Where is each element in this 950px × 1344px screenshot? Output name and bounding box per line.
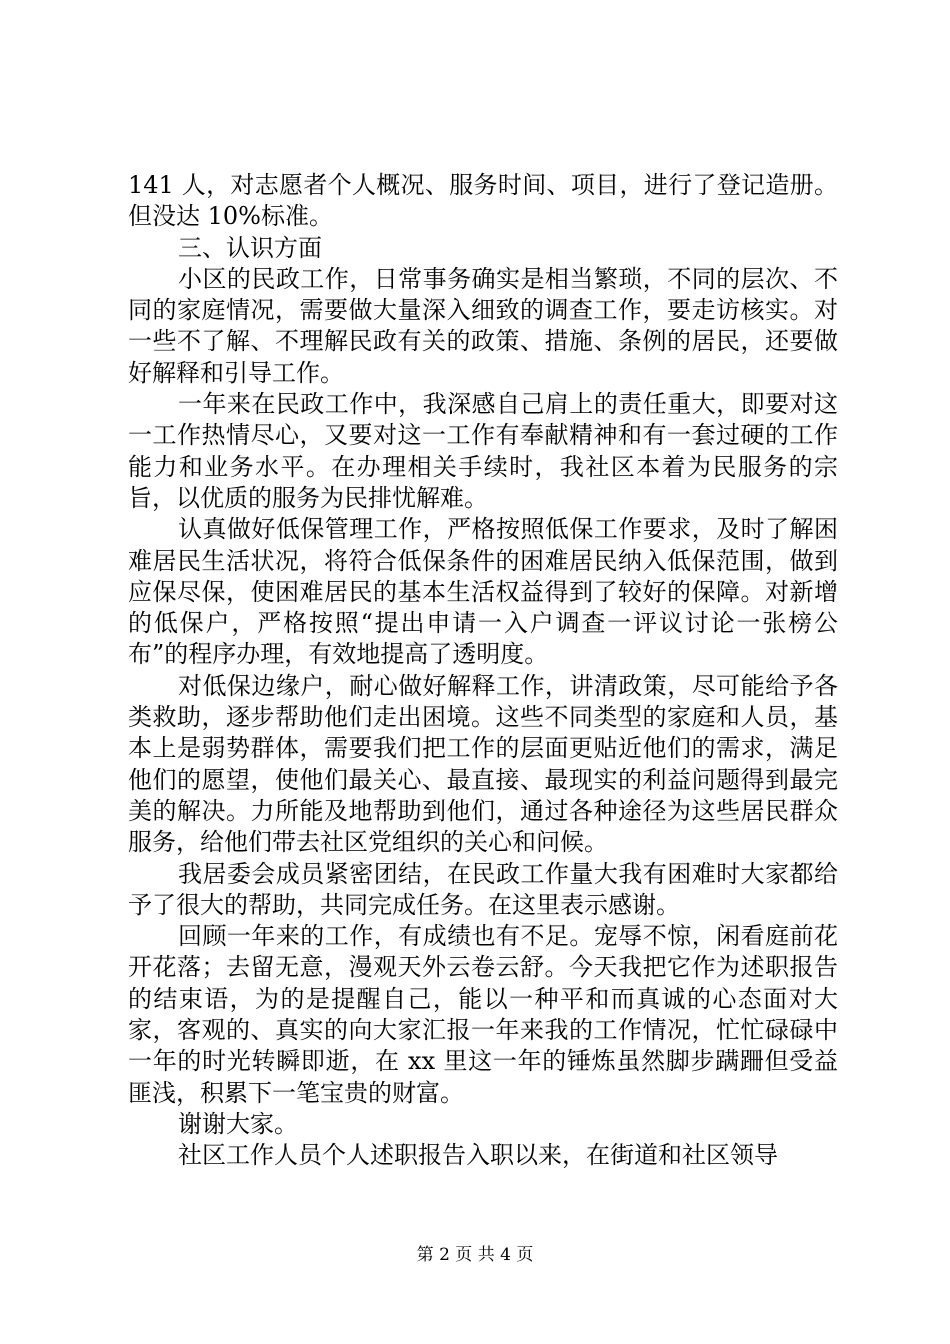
document-body xyxy=(128,170,838,1172)
paragraph: 谢谢大家。 xyxy=(178,1109,298,1138)
section-heading: 三、认识方面 xyxy=(178,233,322,262)
paragraph: 社区工作人员个人述职报告入职以来，在街道和社区领导 xyxy=(178,1141,778,1170)
page-number-footer: 第 2 页 共 4 页 xyxy=(416,1245,534,1265)
paragraph-continuation: 141 人，对志愿者个人概况、服务时间、项目，进行了登记造册。但没达 10%标准。 xyxy=(128,171,838,231)
paragraph: 回顾一年来的工作，有成绩也有不足。宠辱不惊，闲看庭前花开花落；去留无意，漫观天外云卷云舒。今天我把它作为述职报告的结束语，为的是提醒自己，能以一种平和而真诚的心态面对大家，客观的、真实的向大家汇报一年来我的工作情况，忙忙碌碌中一年的时光转瞬即逝，在 xx 里这一年的锤炼虽然脚步蹒跚但受益匪浅，积累下一笔宝贵的财富。 xyxy=(128,922,838,1107)
paragraph: 对低保边缘户，耐心做好解释工作，讲清政策，尽可能给予各类救助，逐步帮助他们走出困境。这些不同类型的家庭和人员，基本上是弱势群体，需要我们把工作的层面更贴近他们的需求，满足他们的愿望，使他们最关心、最直接、最现实的利益问题得到最完美的解决。力所能及地帮助到他们，通过各种途径为这些居民群众服务，给他们带去社区党组织的关心和问候。 xyxy=(128,671,838,857)
paragraph: 我居委会成员紧密团结，在民政工作量大我有困难时大家都给予了很大的帮助，共同完成任务。在这里表示感谢。 xyxy=(128,859,838,919)
paragraph: 一年来在民政工作中，我深感自己肩上的责任重大，即要对这一工作热情尽心，又要对这一工作有奉献精神和有一套过硬的工作能力和业务水平。在办理相关手续时，我社区本着为民服务的宗旨，以优质的服务为民排忧解难。 xyxy=(128,390,838,512)
paragraph: 小区的民政工作，日常事务确实是相当繁琐，不同的层次、不同的家庭情况，需要做大量深入细致的调查工作，要走访核实。对一些不了解、不理解民政有关的政策、措施、条例的居民，还要做好解释和引导工作。 xyxy=(128,264,838,387)
paragraph: 认真做好低保管理工作，严格按照低保工作要求，及时了解困难居民生活状况，将符合低保条件的困难居民纳入低保范围，做到应保尽保，使困难居民的基本生活权益得到了较好的保障。对新增的低保户，严格按照“提出申请一入户调查一评议讨论一张榜公布”的程序办理，有效地提高了透明度。 xyxy=(128,515,838,669)
